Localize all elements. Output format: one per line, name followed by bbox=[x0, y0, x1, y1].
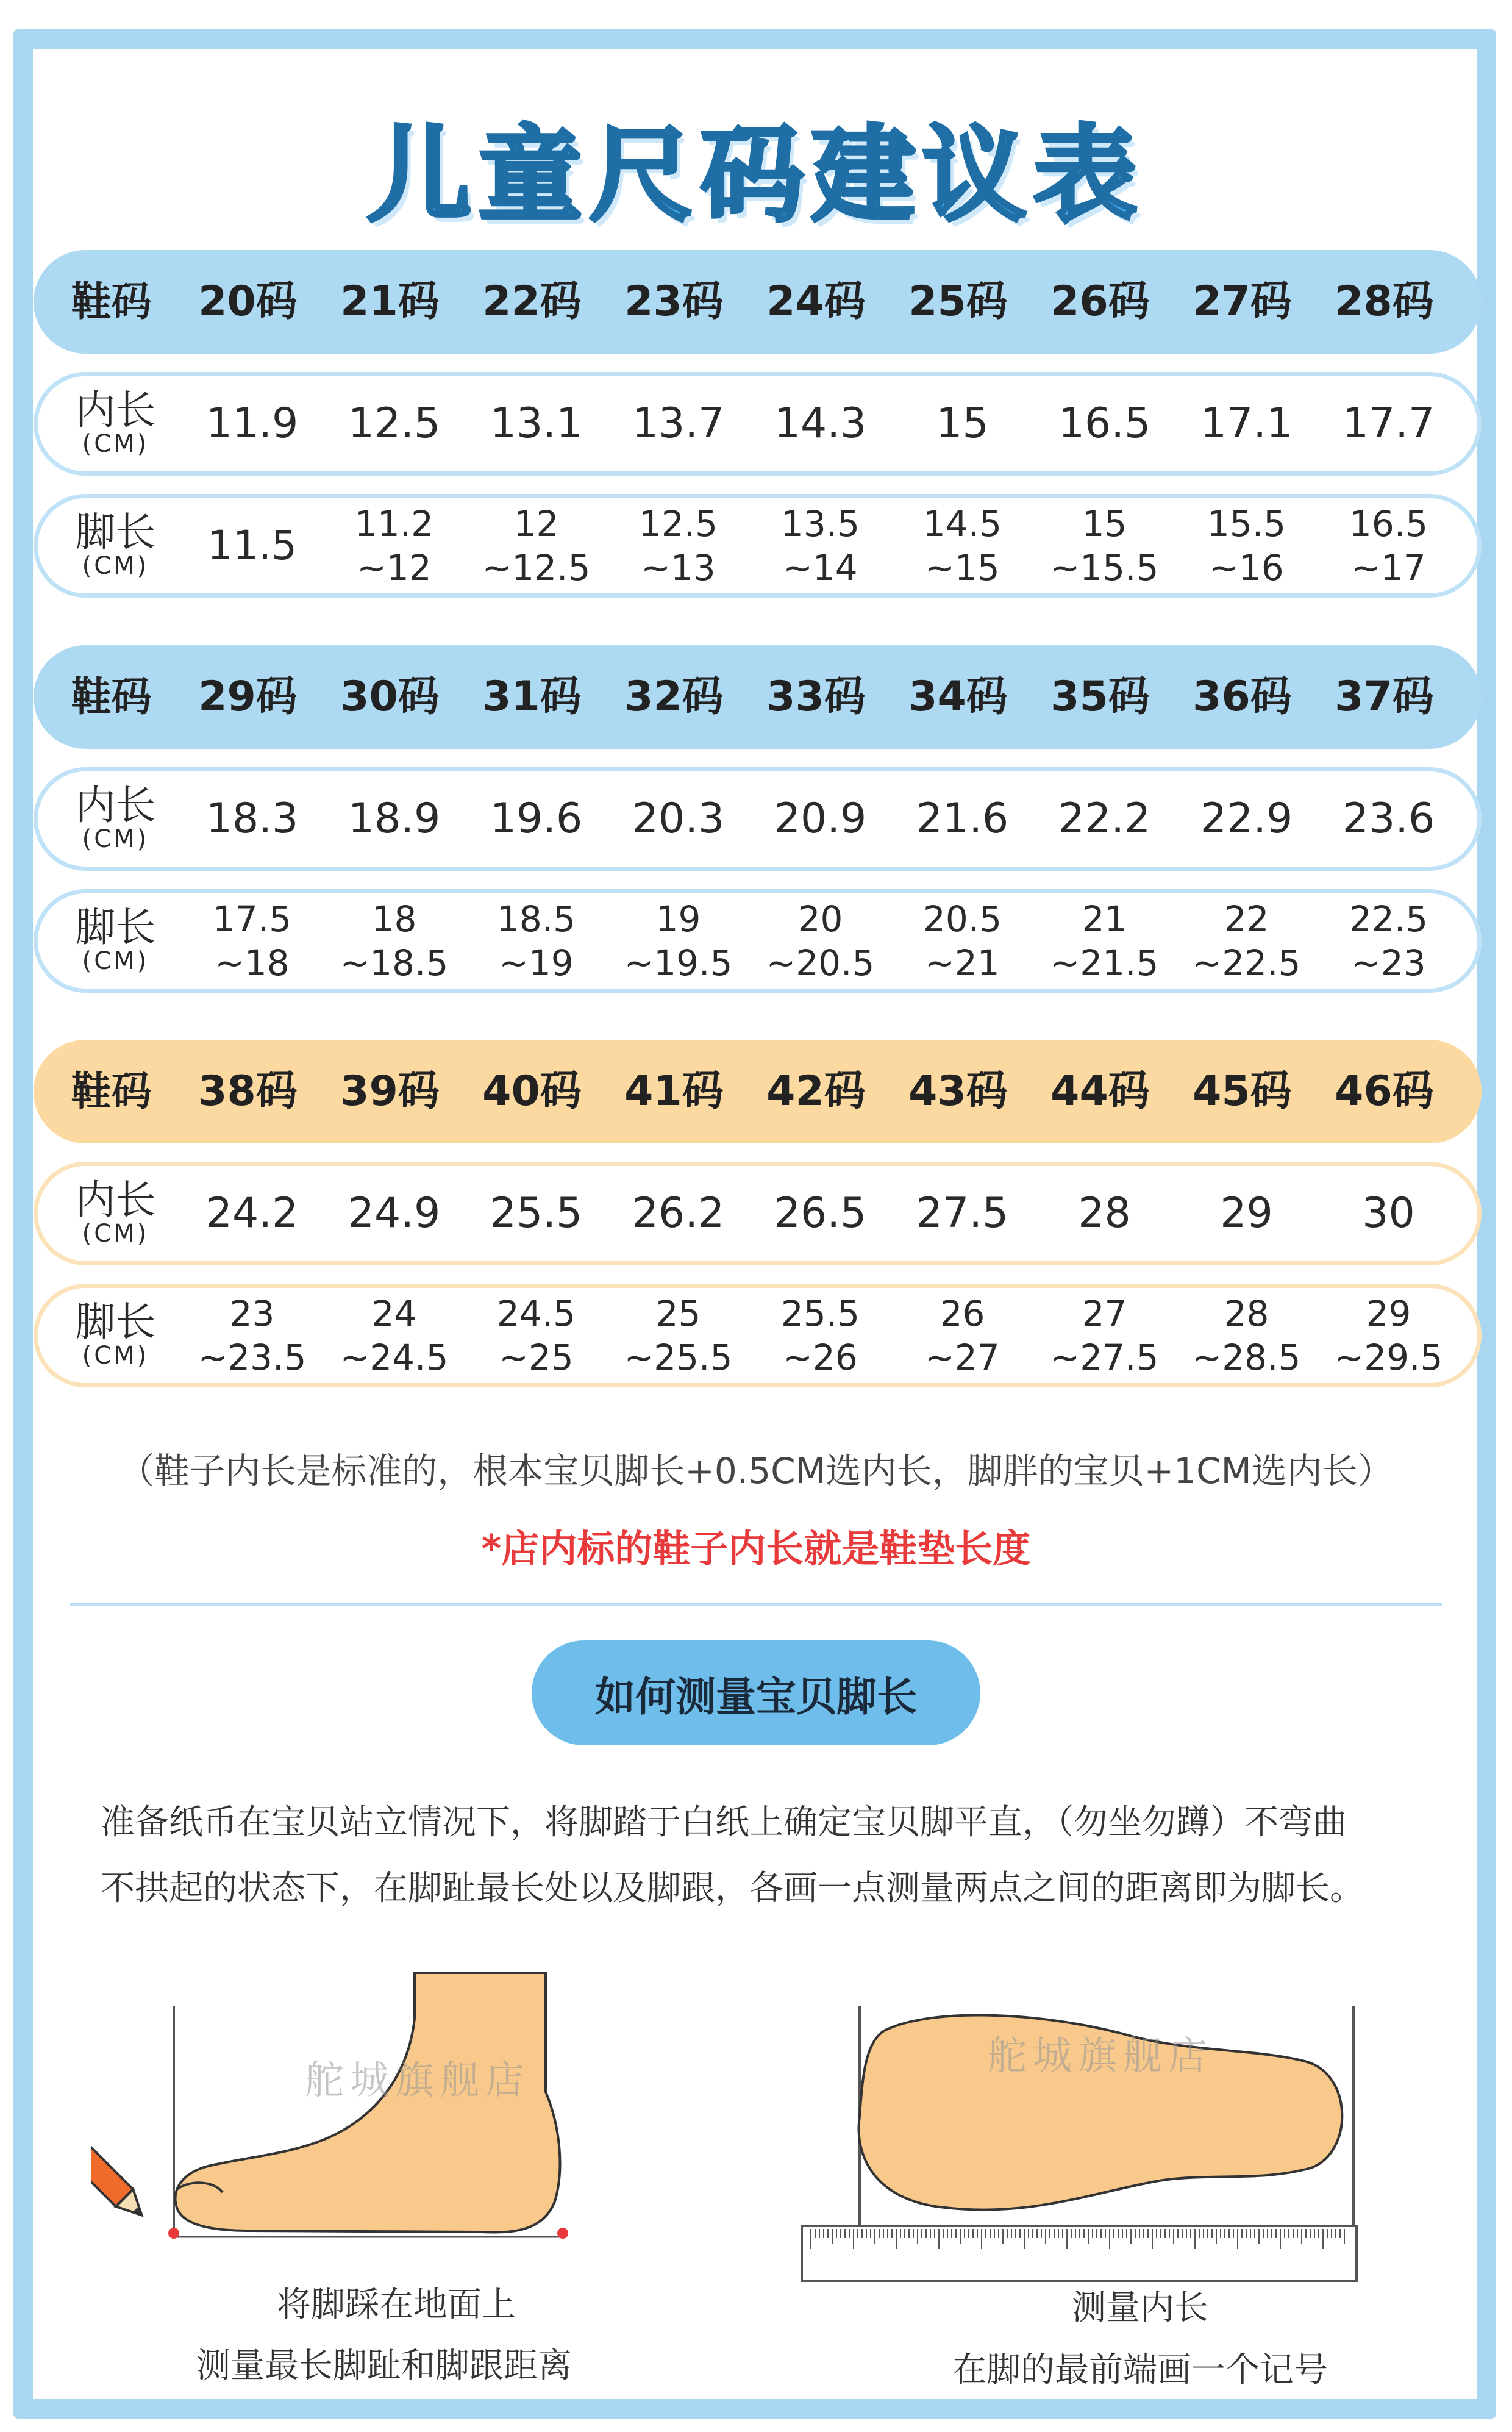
foot-length-cell bbox=[1175, 897, 1318, 985]
foot-length-max: ~22.5 bbox=[1192, 942, 1301, 984]
foot-length-max: ~18.5 bbox=[340, 942, 449, 984]
foot-length-cell bbox=[891, 502, 1033, 590]
foot-length-max: ~28.5 bbox=[1192, 1337, 1301, 1378]
foot-length-cell bbox=[181, 897, 323, 985]
foot-length-max: ~21 bbox=[925, 942, 1000, 984]
foot-length-min: 11.2 bbox=[354, 502, 434, 545]
foot-label-text: 脚长 bbox=[75, 904, 156, 951]
size-cell: 41码 bbox=[624, 1067, 724, 1115]
size-cell: 35码 bbox=[1050, 672, 1150, 721]
size-cell: 46码 bbox=[1335, 1067, 1434, 1115]
foot-length-cell bbox=[465, 1292, 607, 1380]
pencil-icon bbox=[91, 2133, 151, 2223]
instructions-line-2: 不拱起的状态下，在脚趾最长处以及脚跟，各画一点测量两点之间的距离即为脚长。 bbox=[101, 1869, 1364, 1908]
size-cell: 30码 bbox=[340, 672, 440, 721]
foot-length-cell bbox=[891, 1292, 1033, 1380]
section-divider bbox=[70, 1603, 1442, 1606]
foot-side-illustration bbox=[91, 1970, 579, 2250]
foot-length-min: 25.5 bbox=[780, 1292, 860, 1334]
size-cell: 23码 bbox=[624, 277, 724, 326]
foot-length-min: 17.5 bbox=[212, 898, 292, 940]
insole-note: *店内标的鞋子内长就是鞋垫长度 bbox=[481, 1526, 1031, 1571]
size-group-2 bbox=[34, 645, 1482, 1011]
foot-length-max: ~23 bbox=[1351, 942, 1426, 984]
foot-label-text: 脚长 bbox=[75, 509, 156, 556]
foot-length-max: ~24.5 bbox=[340, 1337, 449, 1378]
size-cell: 21码 bbox=[340, 277, 440, 326]
inner-length-cell: 19.6 bbox=[490, 794, 583, 843]
size-cell: 26码 bbox=[1050, 277, 1150, 326]
size-cell: 33码 bbox=[766, 672, 866, 721]
foot-length-max: ~27.5 bbox=[1050, 1337, 1159, 1378]
inner-length-cell: 18.9 bbox=[348, 794, 441, 843]
right-caption-2: 在脚的最前端画一个记号 bbox=[952, 2350, 1328, 2390]
inner-length-cell: 11.9 bbox=[205, 399, 299, 448]
size-group-1 bbox=[34, 250, 1482, 616]
foot-length-cell bbox=[181, 1292, 323, 1380]
foot-length-max: ~20.5 bbox=[766, 942, 875, 984]
inner-length-cell: 20.9 bbox=[774, 794, 867, 843]
foot-length-min: 18 bbox=[371, 898, 417, 940]
foot-length-max: ~26 bbox=[783, 1337, 858, 1378]
inner-length-cell: 23.6 bbox=[1342, 794, 1435, 843]
foot-length-label bbox=[38, 1298, 181, 1370]
inner-length-cell: 30 bbox=[1362, 1189, 1415, 1237]
foot-length-min: 27 bbox=[1082, 1292, 1127, 1334]
size-cell: 31码 bbox=[482, 672, 582, 721]
foot-length-cell bbox=[323, 502, 465, 590]
foot-length-row bbox=[34, 1284, 1482, 1387]
foot-length-max: ~19 bbox=[499, 942, 574, 984]
size-header-row bbox=[34, 645, 1482, 749]
size-cell: 38码 bbox=[198, 1067, 298, 1115]
unit-text: (CM) bbox=[82, 1342, 149, 1370]
foot-length-cell bbox=[1175, 1292, 1318, 1380]
foot-length-cell bbox=[465, 502, 607, 590]
foot-label-text: 脚长 bbox=[75, 1298, 156, 1345]
size-cell: 20码 bbox=[198, 277, 298, 326]
foot-length-cell bbox=[749, 897, 891, 985]
size-cell: 43码 bbox=[908, 1067, 1008, 1115]
foot-length-cell bbox=[465, 897, 607, 985]
size-label: 鞋码 bbox=[71, 278, 152, 326]
foot-length-max: ~14 bbox=[783, 547, 858, 588]
foot-length-min: 22 bbox=[1224, 898, 1269, 940]
foot-length-min: 25 bbox=[655, 1292, 701, 1334]
foot-length-max: ~12.5 bbox=[482, 547, 591, 588]
foot-length-max: ~27 bbox=[925, 1337, 1000, 1378]
foot-length-cell bbox=[323, 897, 465, 985]
foot-length-min: 11.5 bbox=[207, 521, 297, 569]
foot-length-min: 12.5 bbox=[638, 502, 718, 545]
foot-length-max: ~12 bbox=[357, 547, 432, 588]
size-cell: 34码 bbox=[908, 672, 1008, 721]
inner-length-cell: 18.3 bbox=[205, 794, 299, 843]
foot-length-min: 23 bbox=[229, 1292, 275, 1334]
size-cell: 36码 bbox=[1193, 672, 1292, 721]
inner-length-cell: 17.1 bbox=[1200, 399, 1293, 448]
instructions-line-1: 准备纸币在宝贝站立情况下，将脚踏于白纸上确定宝贝脚平直，（勿坐勿蹲）不弯曲 bbox=[101, 1803, 1347, 1842]
foot-length-cell bbox=[1033, 502, 1175, 590]
size-cell: 40码 bbox=[482, 1067, 582, 1115]
inner-length-cell: 13.1 bbox=[490, 399, 583, 448]
inner-length-cell: 12.5 bbox=[348, 399, 441, 448]
inner-length-row bbox=[34, 767, 1482, 871]
section-title-pill: 如何测量宝贝脚长 bbox=[532, 1640, 980, 1745]
foot-length-min: 21 bbox=[1082, 898, 1127, 940]
foot-length-max: ~21.5 bbox=[1050, 942, 1159, 984]
foot-length-max: ~29.5 bbox=[1334, 1337, 1443, 1378]
size-cell: 27码 bbox=[1193, 277, 1292, 326]
size-group-3 bbox=[34, 1040, 1482, 1406]
foot-length-row bbox=[34, 494, 1482, 598]
inner-length-cell: 26.5 bbox=[774, 1189, 867, 1237]
size-cell: 25码 bbox=[908, 277, 1008, 326]
foot-length-min: 26 bbox=[940, 1292, 985, 1334]
foot-length-cell bbox=[607, 897, 749, 985]
foot-length-cell bbox=[1318, 1292, 1460, 1380]
sizing-note: （鞋子内长是标准的，根本宝贝脚长+0.5CM选内长，脚胖的宝贝+1CM选内长） bbox=[119, 1450, 1393, 1492]
foot-length-cell bbox=[1033, 1292, 1175, 1380]
inner-length-cell: 29 bbox=[1220, 1189, 1273, 1237]
foot-length-row bbox=[34, 889, 1482, 993]
right-caption-1: 测量内长 bbox=[1072, 2288, 1208, 2328]
size-header-row bbox=[34, 250, 1482, 354]
foot-length-max: ~17 bbox=[1351, 547, 1426, 588]
unit-text: (CM) bbox=[82, 1220, 149, 1248]
foot-length-min: 22.5 bbox=[1349, 898, 1428, 940]
inner-label-text: 内长 bbox=[75, 387, 156, 434]
foot-length-max: ~13 bbox=[641, 547, 716, 588]
size-cell: 22码 bbox=[482, 277, 582, 326]
page-title: 儿童尺码建议表 bbox=[367, 115, 1144, 236]
foot-length-min: 24.5 bbox=[496, 1292, 576, 1334]
size-cell: 37码 bbox=[1335, 672, 1434, 721]
inner-length-cell: 21.6 bbox=[916, 794, 1009, 843]
toe-point-dot bbox=[168, 2228, 179, 2239]
foot-length-min: 16.5 bbox=[1349, 502, 1428, 545]
foot-length-label bbox=[38, 509, 181, 580]
size-cell: 42码 bbox=[766, 1067, 866, 1115]
foot-length-cell bbox=[1318, 502, 1460, 590]
inner-length-cell: 13.7 bbox=[632, 399, 725, 448]
inner-length-label bbox=[38, 782, 181, 853]
inner-length-row bbox=[34, 1162, 1482, 1265]
foot-length-max: ~15.5 bbox=[1050, 547, 1159, 588]
foot-length-cell bbox=[749, 1292, 891, 1380]
foot-length-max: ~15 bbox=[925, 547, 1000, 588]
inner-length-cell: 22.2 bbox=[1058, 794, 1151, 843]
foot-length-max: ~25.5 bbox=[624, 1337, 733, 1378]
size-cell: 39码 bbox=[340, 1067, 440, 1115]
size-header-row bbox=[34, 1040, 1482, 1143]
inner-length-cell: 24.2 bbox=[205, 1189, 299, 1237]
foot-length-cell bbox=[891, 897, 1033, 985]
size-cell: 32码 bbox=[624, 672, 724, 721]
inner-length-cell: 24.9 bbox=[348, 1189, 441, 1237]
inner-length-cell: 28 bbox=[1078, 1189, 1131, 1237]
foot-length-min: 24 bbox=[371, 1292, 417, 1334]
inner-length-label bbox=[38, 387, 181, 458]
foot-length-min: 19 bbox=[655, 898, 701, 940]
foot-length-min: 29 bbox=[1366, 1292, 1411, 1334]
foot-length-label bbox=[38, 904, 181, 975]
foot-length-cell bbox=[181, 521, 323, 571]
watermark-left: 舵城旗舰店 bbox=[305, 2058, 530, 2103]
watermark-right: 舵城旗舰店 bbox=[988, 2034, 1213, 2079]
foot-length-cell bbox=[1175, 502, 1318, 590]
foot-length-min: 15 bbox=[1082, 502, 1127, 545]
foot-length-max: ~19.5 bbox=[624, 942, 733, 984]
inner-length-label bbox=[38, 1176, 181, 1248]
size-cell: 45码 bbox=[1193, 1067, 1292, 1115]
inner-label-text: 内长 bbox=[75, 782, 156, 829]
size-cell: 24码 bbox=[766, 277, 866, 326]
foot-length-max: ~23.5 bbox=[198, 1337, 307, 1378]
inner-length-row bbox=[34, 372, 1482, 476]
inner-length-cell: 16.5 bbox=[1058, 399, 1151, 448]
size-cell: 44码 bbox=[1050, 1067, 1150, 1115]
foot-length-cell bbox=[607, 1292, 749, 1380]
inner-label-text: 内长 bbox=[75, 1176, 156, 1223]
foot-length-min: 13.5 bbox=[780, 502, 860, 545]
inner-length-cell: 25.5 bbox=[490, 1189, 583, 1237]
unit-text: (CM) bbox=[82, 552, 149, 580]
inner-length-cell: 15 bbox=[936, 399, 989, 448]
left-caption-2: 测量最长脚趾和脚跟距离 bbox=[196, 2346, 572, 2386]
foot-length-min: 28 bbox=[1224, 1292, 1269, 1334]
size-cell: 29码 bbox=[198, 672, 298, 721]
foot-length-max: ~18 bbox=[215, 942, 290, 984]
foot-length-min: 15.5 bbox=[1207, 502, 1286, 545]
inner-length-cell: 26.2 bbox=[632, 1189, 725, 1237]
unit-text: (CM) bbox=[82, 430, 149, 458]
unit-text: (CM) bbox=[82, 825, 149, 853]
foot-length-min: 12 bbox=[513, 502, 559, 545]
size-label: 鞋码 bbox=[71, 673, 152, 721]
foot-length-min: 18.5 bbox=[496, 898, 576, 940]
left-caption-1: 将脚踩在地面上 bbox=[277, 2285, 516, 2325]
foot-length-cell bbox=[1033, 897, 1175, 985]
inner-length-cell: 14.3 bbox=[774, 399, 867, 448]
foot-length-max: ~16 bbox=[1209, 547, 1284, 588]
unit-text: (CM) bbox=[82, 947, 149, 975]
heel-point-dot bbox=[557, 2228, 568, 2239]
size-cell: 28码 bbox=[1335, 277, 1434, 326]
foot-length-min: 20.5 bbox=[922, 898, 1002, 940]
foot-length-max: ~25 bbox=[499, 1337, 574, 1378]
foot-length-cell bbox=[1318, 897, 1460, 985]
size-label: 鞋码 bbox=[71, 1068, 152, 1115]
foot-length-min: 20 bbox=[797, 898, 843, 940]
inner-length-cell: 27.5 bbox=[916, 1189, 1009, 1237]
inner-length-cell: 17.7 bbox=[1342, 399, 1435, 448]
inner-length-cell: 22.9 bbox=[1200, 794, 1293, 843]
foot-length-cell bbox=[607, 502, 749, 590]
foot-length-cell bbox=[749, 502, 891, 590]
foot-length-cell bbox=[323, 1292, 465, 1380]
foot-length-min: 14.5 bbox=[922, 502, 1002, 545]
inner-length-cell: 20.3 bbox=[632, 794, 725, 843]
